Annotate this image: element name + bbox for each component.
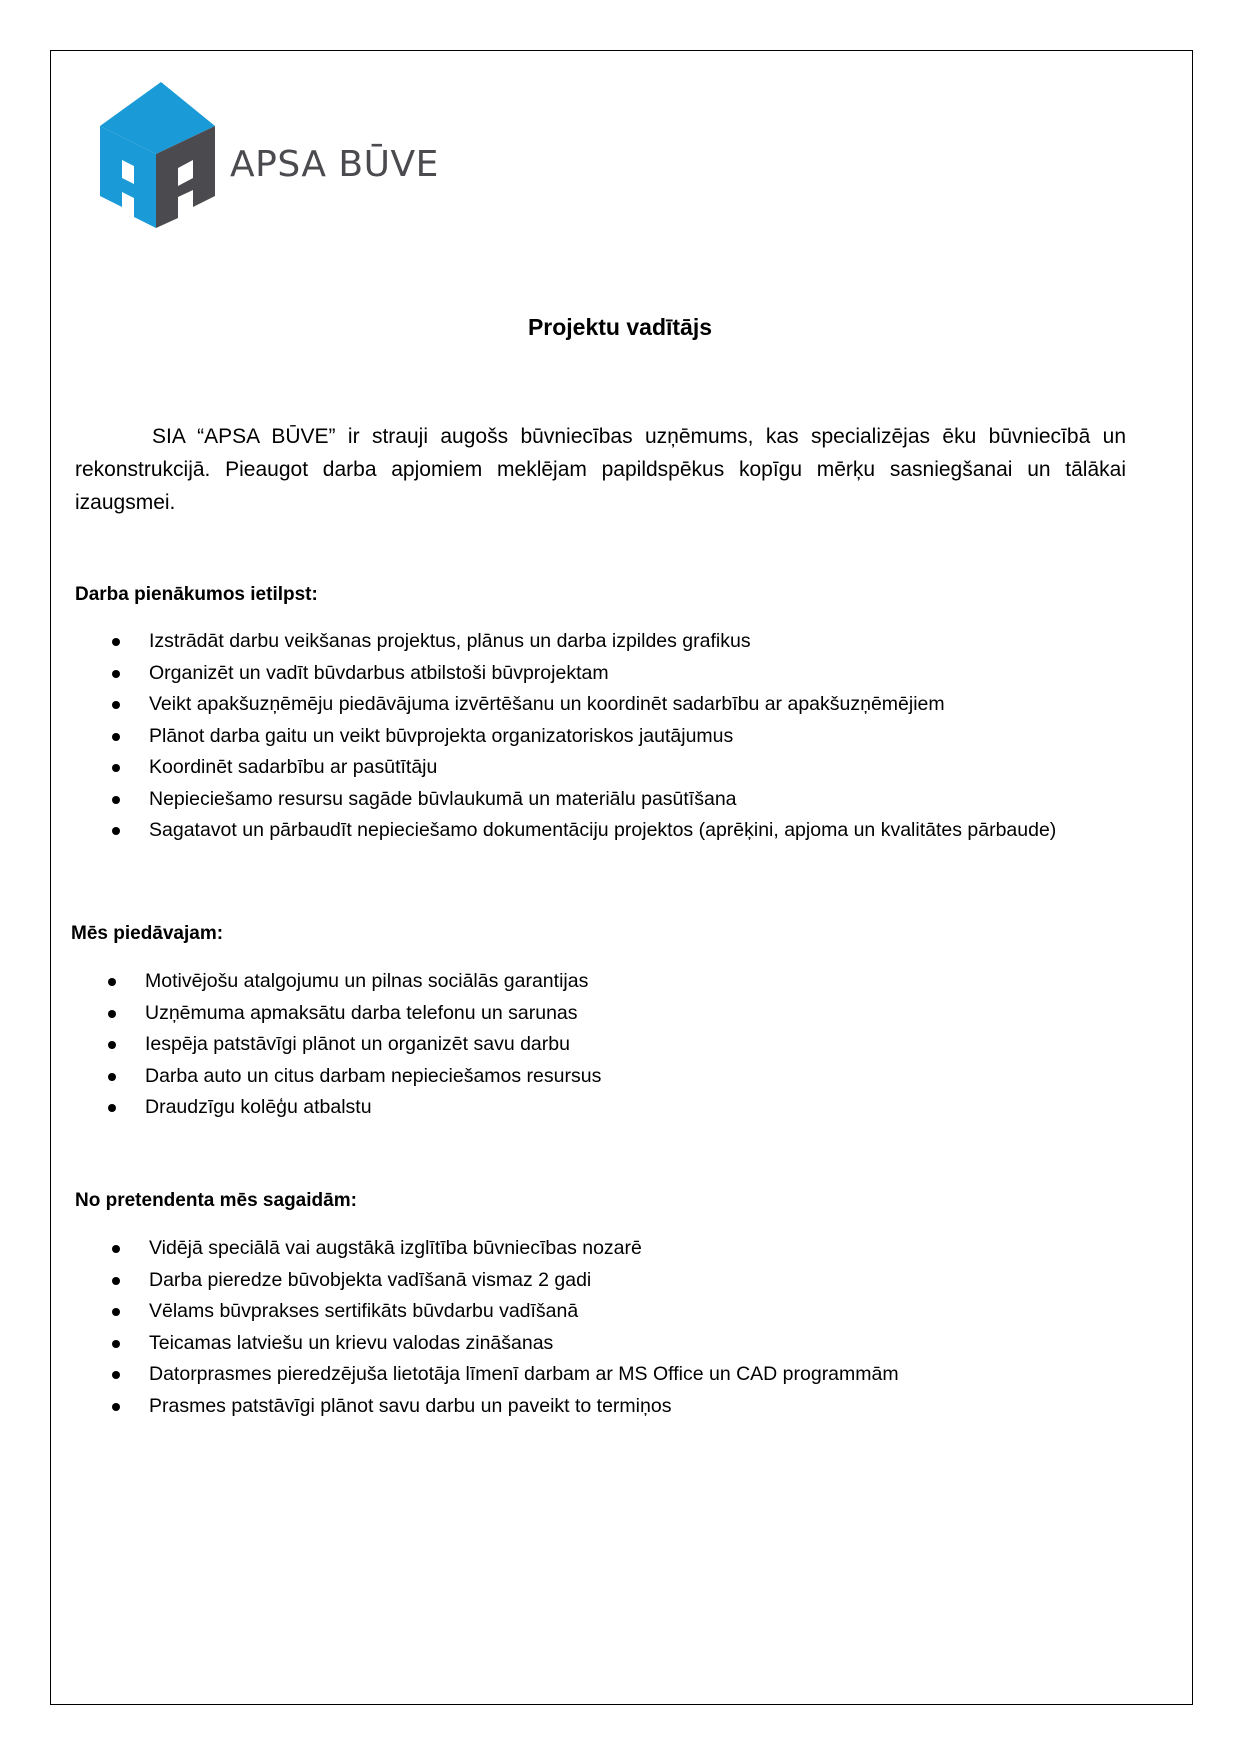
list-item (108, 1092, 601, 1124)
company-logo (97, 82, 457, 228)
bullet-icon (112, 1371, 120, 1379)
bullet-icon (112, 701, 120, 709)
list-item-text: Iespēja patstāvīgi plānot un organizēt savu darbu (145, 1033, 570, 1055)
list-item-text: Veikt apakšuzņēmēju piedāvājuma izvērtēšanu un koordinēt sadarbību ar apakšuzņēmējiem (149, 693, 945, 715)
list-item (112, 1328, 899, 1360)
list-item (112, 1296, 899, 1328)
list-item (112, 689, 1056, 721)
bullet-icon (112, 827, 120, 835)
offer-list (108, 966, 601, 1124)
list-item (112, 1359, 899, 1391)
list-item-text: Datorprasmes pieredzējuša lietotāja līmenī darbam ar MS Office un CAD programmām (149, 1363, 899, 1385)
list-item-text: Teicamas latviešu un krievu valodas zināšanas (149, 1331, 554, 1354)
bullet-icon (108, 1073, 116, 1081)
list-item-text: Sagatavot un pārbaudīt nepieciešamo dokumentāciju projektos (aprēķini, apjoma un kvalitātes pārbaude) (149, 819, 1057, 841)
page-border (50, 50, 1193, 1705)
list-item-text: Prasmes patstāvīgi plānot savu darbu un paveikt to termiņos (149, 1394, 672, 1417)
bullet-icon (112, 1308, 120, 1316)
list-item-text: Vidējā speciālā vai augstākā izglītība būvniecības nozarē (149, 1237, 642, 1259)
list-item (112, 815, 1056, 847)
list-item-text: Darba pieredze būvobjekta vadīšanā vismaz 2 gadi (149, 1268, 592, 1291)
list-item-text: Nepieciešamo resursu sagāde būvlaukumā un materiālu pasūtīšana (149, 787, 737, 810)
list-item (108, 966, 601, 998)
bullet-icon (108, 1010, 116, 1018)
bullet-icon (112, 733, 120, 741)
bullet-icon (112, 764, 120, 772)
bullet-icon (112, 670, 120, 678)
bullet-icon (112, 1403, 120, 1411)
list-item (112, 1391, 899, 1423)
bullet-icon (108, 978, 116, 986)
list-item-text: Plānot darba gaitu un veikt būvprojekta organizatoriskos jautājumus (149, 724, 734, 747)
list-item (112, 752, 1056, 784)
requirements-list (112, 1233, 899, 1422)
bullet-icon (108, 1104, 116, 1112)
bullet-icon (112, 1277, 120, 1285)
offer-heading: Mēs piedāvajam: (71, 923, 224, 944)
bullet-icon (112, 796, 120, 804)
bullet-icon (112, 638, 120, 646)
list-item-text: Motivējošu atalgojumu un pilnas sociālās garantijas (145, 970, 589, 992)
list-item-text: Izstrādāt darbu veikšanas projektus, plānus un darba izpildes grafikus (149, 630, 751, 652)
house-logo-icon (97, 82, 215, 228)
duties-heading: Darba pienākumos ietilpst: (75, 584, 318, 605)
list-item (112, 1233, 899, 1265)
bullet-icon (108, 1041, 116, 1049)
list-item-text: Darba auto un citus darbam nepieciešamos resursus (145, 1064, 602, 1087)
requirements-heading: No pretendenta mēs sagaidām: (75, 1190, 357, 1211)
list-item (112, 1265, 899, 1297)
list-item (108, 1029, 601, 1061)
intro-paragraph: SIA “APSA BŪVE” ir strauji augošs būvniecības uzņēmums, kas specializējas ēku būvniecībā un rekonstrukcijā. Pieaugot darba apjomiem meklējam papildspēkus kopīgu mērķu sasniegšanai un tālākai izaugsmei. (75, 425, 1126, 514)
logo-text: APSA BŪVE (230, 144, 439, 185)
bullet-icon (112, 1340, 120, 1348)
list-item-text: Draudzīgu kolēģu atbalstu (145, 1096, 372, 1118)
list-item (108, 998, 601, 1030)
list-item-text: Vēlams būvprakses sertifikāts būvdarbu vadīšanā (149, 1300, 579, 1322)
list-item (112, 626, 1056, 658)
list-item (112, 721, 1056, 753)
list-item (112, 658, 1056, 690)
duties-list (112, 626, 1056, 847)
document-title: Projektu vadītājs (527, 314, 713, 340)
bullet-icon (112, 1245, 120, 1253)
list-item (108, 1061, 601, 1093)
list-item (112, 784, 1056, 816)
list-item-text: Uzņēmuma apmaksātu darba telefonu un sarunas (145, 1001, 578, 1024)
list-item-text: Organizēt un vadīt būvdarbus atbilstoši būvprojektam (149, 661, 609, 684)
list-item-text: Koordinēt sadarbību ar pasūtītāju (149, 756, 438, 778)
